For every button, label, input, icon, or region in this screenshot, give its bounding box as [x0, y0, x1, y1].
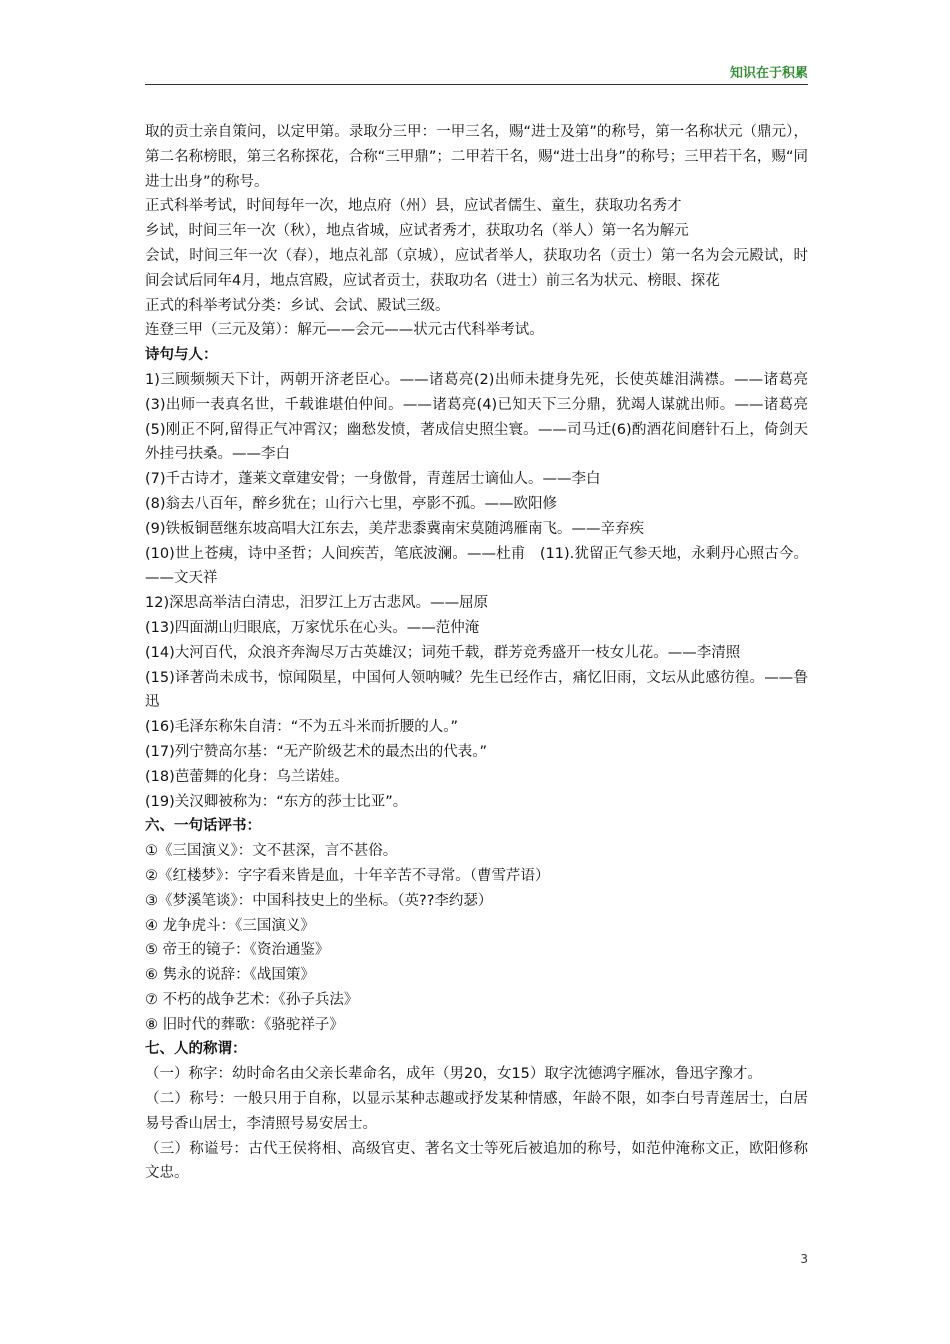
paragraph: 连登三甲（三元及第）：解元——会元——状元古代科举考试。 — [145, 322, 544, 339]
paragraph: （三）称谥号：古代王侯将相、高级官吏、著名文士等死后被追加的称号，如范仲淹称文正，欧阳修称文忠。 — [145, 1140, 808, 1182]
paragraph: ⑥ 隽永的说辞：《战国策》 — [145, 967, 315, 984]
paragraph: ③《梦溪笔谈》：中国科技史上的坐标。（英??李约瑟） — [145, 892, 493, 909]
paragraph: (18)芭蕾舞的化身：乌兰诺娃。 — [145, 768, 349, 785]
paragraph: (17)列宁赞高尔基：“无产阶级艺术的最杰出的代表。” — [145, 743, 488, 760]
paragraph: ④ 龙争虎斗：《三国演义》 — [145, 917, 315, 934]
paragraph: （二）称号：一般只用于自称，以显示某种志趣或抒发某种情感，年龄不限，如李白号青莲居士，白居易号香山居士，李清照号易安居士。 — [145, 1091, 808, 1132]
paragraph: (10)世上苍痍，诗中圣哲；人间疾苦，笔底波澜。——杜甫 (11).犹留正气参天地，永剩丹心照古今。——文天祥 — [145, 545, 808, 587]
paragraph: （一）称字：幼时命名由父亲长辈命名，成年（男20，女15）取字沈德鸿字雁冰，鲁迅字豫才。 — [145, 1066, 762, 1083]
page-header-title: 知识在于积累 — [729, 66, 808, 81]
document-body — [145, 120, 823, 1186]
paragraph: ⑦ 不朽的战争艺术：《孙子兵法》 — [145, 991, 359, 1008]
section-heading: 六、一句话评书： — [145, 818, 261, 835]
paragraph: 正式的科举考试分类：乡试、会试、殿试三级。 — [145, 297, 450, 314]
paragraph: (7)千古诗才，蓬莱文章建安骨；一身傲骨，青莲居士谪仙人。——李白 — [145, 471, 601, 488]
paragraph: ⑤ 帝王的镜子：《资治通鉴》 — [145, 942, 330, 959]
section-heading: 诗句与人： — [145, 347, 218, 364]
paragraph: 12)深思高举洁白清忠，汨罗江上万古悲风。——屈原 — [145, 595, 489, 612]
paragraph: ①《三国演义》：文不甚深，言不甚俗。 — [145, 843, 398, 860]
paragraph: (15)译著尚未成书，惊闻陨星，中国何人领呐喊？先生已经作古，痛忆旧雨，文坛从此感彷徨。——鲁迅 — [145, 669, 808, 711]
paragraph: ②《红楼梦》：字字看来皆是血，十年辛苦不寻常。（曹雪芹语） — [145, 867, 550, 884]
section-heading: 七、人的称谓： — [145, 1041, 247, 1058]
paragraph: (16)毛泽东称朱自清：“不为五斗米而折腰的人。” — [145, 719, 459, 736]
page-number: 3 — [800, 1252, 808, 1266]
paragraph: (8)翁去八百年，醉乡犹在；山行六七里，亭影不孤。——欧阳修 — [145, 495, 558, 512]
paragraph: ⑧ 旧时代的葬歌：《骆驼祥子》 — [145, 1016, 344, 1033]
paragraph: 取的贡士亲自策问，以定甲第。录取分三甲：一甲三名，赐“进士及第”的称号，第一名称状元（鼎元），第二名称榜眼，第三名称探花，合称“三甲鼎”；二甲若干名，赐“进士出身”的称号；三甲若干名，赐“同进士出身”的称号。 — [145, 124, 808, 190]
paragraph: (14)大河百代，众浪齐奔淘尽万古英雄汉；词苑千载，群芳竞秀盛开一枝女儿花。——李清照 — [145, 644, 741, 661]
paragraph: (9)铁板铜琶继东坡高唱大江东去，美芹悲黍冀南宋莫随鸿雁南飞。——辛弃疾 — [145, 520, 645, 537]
paragraph: 1)三顾频频天下计，两朝开济老臣心。——诸葛亮(2)出师未捷身先死，长使英雄泪满襟。——诸葛亮 (3)出师一表真名世，千载谁堪伯仲间。——诸葛亮(4)已知天下三分鼎，犹竭人谋就出师。——诸葛亮(5)刚正不阿,留得正气冲霄汉；幽愁发愤，著成信史照尘寰。——司马迁(6)酌酒花间磨针石上，倚剑天外挂弓扶桑。——李白 — [145, 371, 823, 463]
paragraph: (19)关汉卿被称为：“东方的莎士比亚”。 — [145, 793, 408, 810]
paragraph: 会试，时间三年一次（春），地点礼部（京城），应试者举人，获取功名（贡士）第一名为会元殿试，时间会试后同年4月，地点宫殿，应试者贡士，获取功名（进士）前三名为状元、榜眼、探花 — [145, 247, 808, 289]
paragraph: (13)四面湖山归眼底，万家忧乐在心头。——范仲淹 — [145, 619, 480, 636]
paragraph: 乡试，时间三年一次（秋），地点省城，应试者秀才，获取功名（举人）第一名为解元 — [145, 223, 689, 240]
paragraph: 正式科举考试，时间每年一次，地点府（州）县，应试者儒生、童生，获取功名秀才 — [145, 198, 682, 215]
header-divider — [145, 84, 808, 85]
